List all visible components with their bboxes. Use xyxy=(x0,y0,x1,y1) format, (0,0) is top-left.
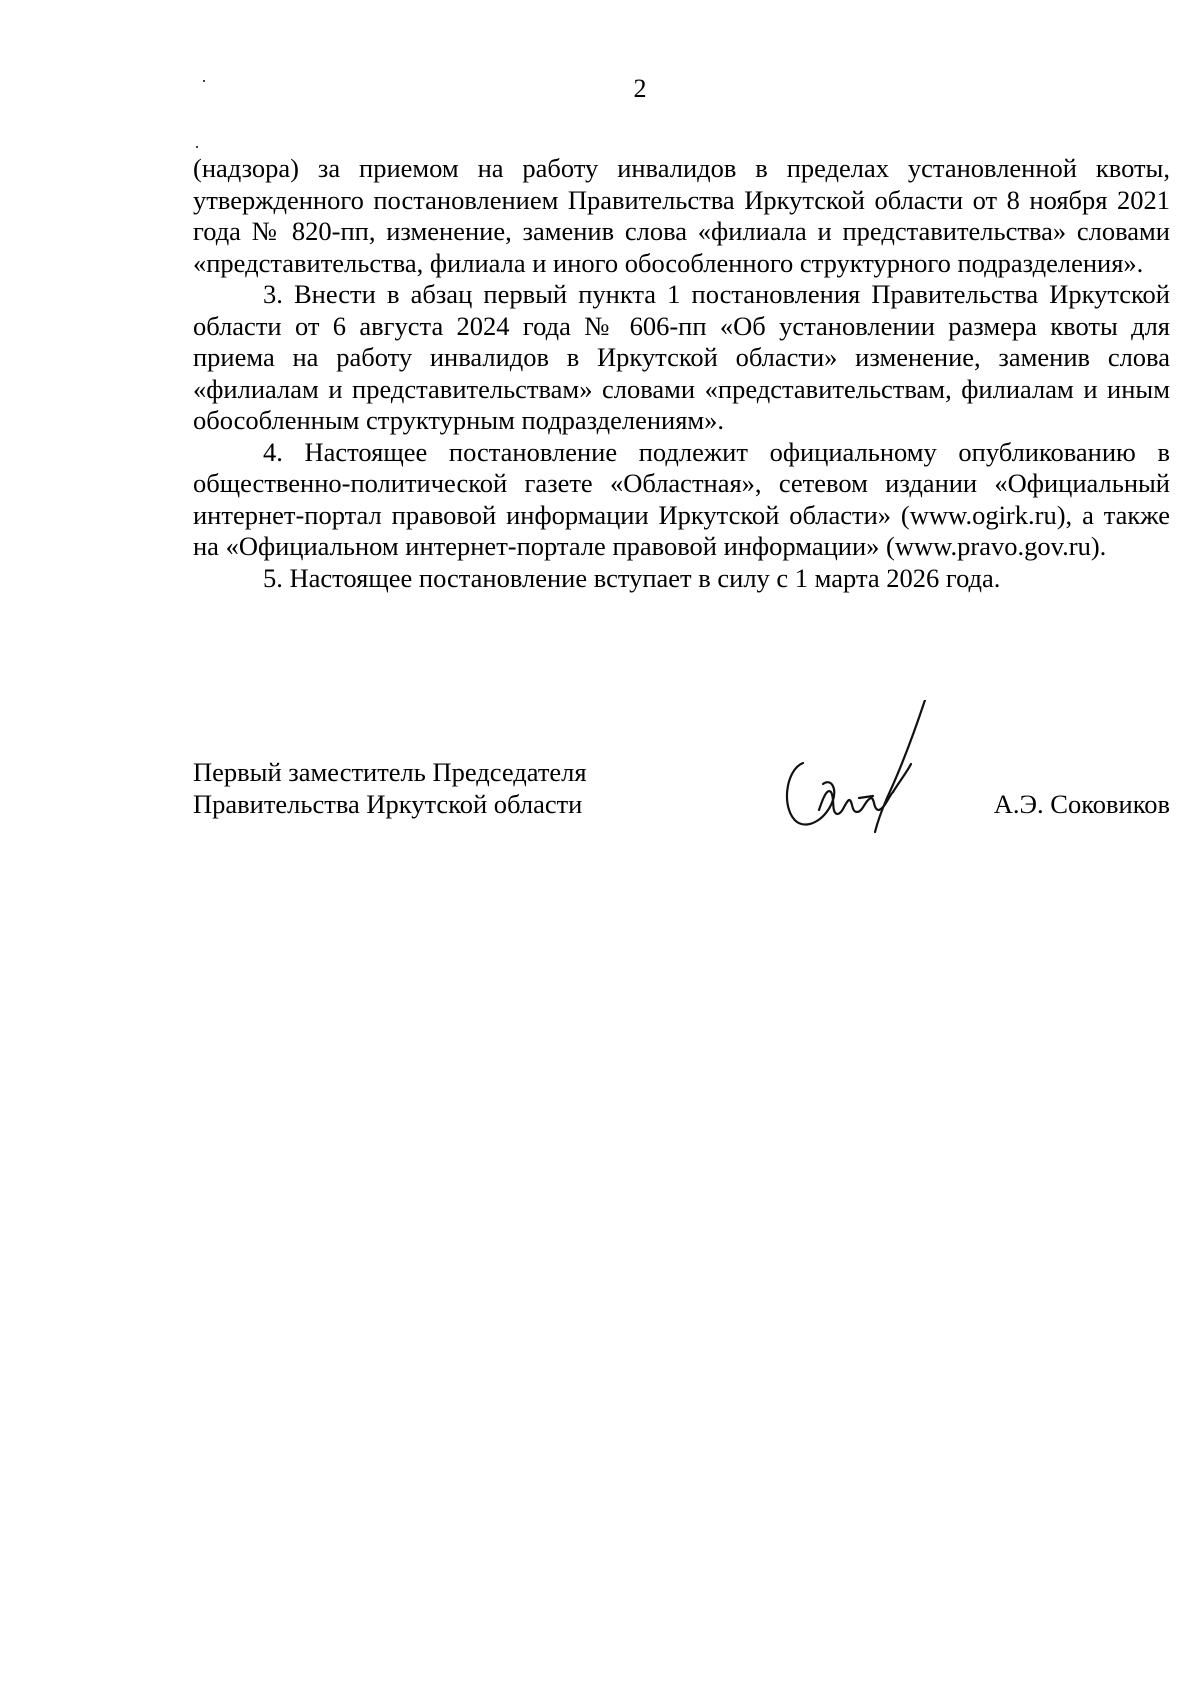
page-number: 2 xyxy=(633,74,647,103)
signatory-title-line2: Правительства Иркутской области xyxy=(193,788,583,819)
paragraph-item-3: 3. Внести в абзац первый пункта 1 постановления Правительства Иркутской области от 6 августа 2024 года № 606-пп «Об установлении размера квоты для приема на работу инвалидов в Иркутской области» изменение, заменив слова «филиалам и представительствам» словами «представительствам, филиалам и иным обособленным структурным подразделениям». xyxy=(193,279,1170,435)
signatory-title xyxy=(193,757,587,820)
scan-speck xyxy=(196,146,198,148)
paragraph-continuation: (надзора) за приемом на работу инвалидов в пределах установленной квоты, утвержденного постановлением Правительства Иркутской области от 8 ноября 2021 года № 820-пп, изменение, заменив слова «филиала и представительства» словами «представительства, филиала и иного обособленного структурного подразделения». xyxy=(193,153,1170,278)
handwritten-signature xyxy=(775,700,975,840)
paragraph-item-5: 5. Настоящее постановление вступает в силу с 1 марта 2026 года. xyxy=(263,562,1001,593)
signatory-title-line1: Первый заместитель Председателя xyxy=(193,757,587,787)
document-body xyxy=(193,153,1170,594)
paragraph-item-4: 4. Настоящее постановление подлежит официальному опубликованию в общественно-политической газете «Областная», сетевом издании «Официальный интернет-портал правовой информации Иркутской области» (www.ogirk.ru), а также на «Официальном интернет-портале правовой информации» (www.pravo.gov.ru). xyxy=(193,436,1170,561)
signer-name: А.Э. Соковиков xyxy=(993,789,1170,819)
